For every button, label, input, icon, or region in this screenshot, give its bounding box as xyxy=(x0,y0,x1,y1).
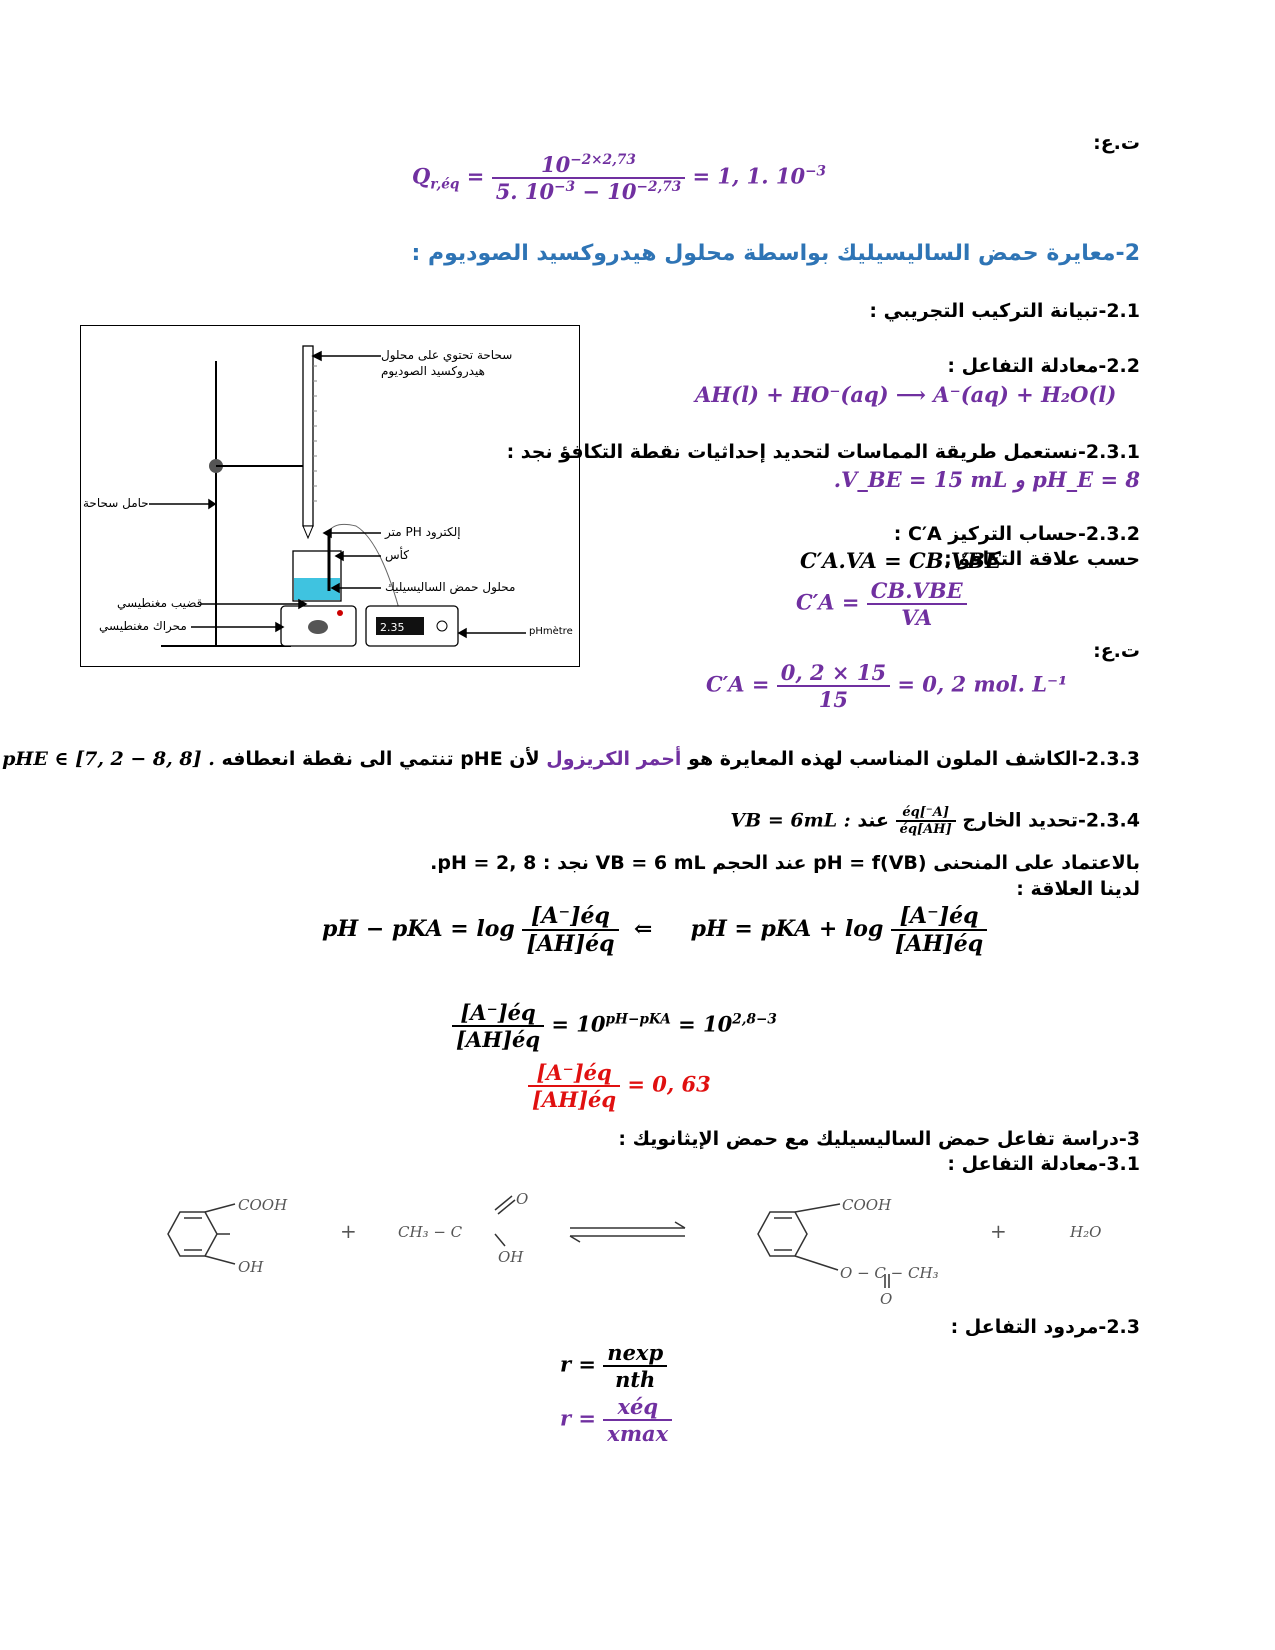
titration-figure xyxy=(80,325,580,667)
concentration-calc: C′A = $\frac{0, 2 \times 15}{15}$ = 0, 2 mol. L⁻¹ xyxy=(706,660,1068,712)
esterification-reaction xyxy=(150,1192,1130,1312)
stirrer-label: محراك مغنطيسي xyxy=(99,619,187,633)
yield-formula-2: r = $\frac{\text{xéq}}{xmax}$ xyxy=(560,1394,672,1446)
section-2-2: 2.2-معادلة التفاعل : xyxy=(947,355,1140,377)
section-2-title: 2-معايرة حمض الساليسيليك بواسطة محلول هيدروكسيد الصوديوم : xyxy=(411,241,1140,266)
te-label-2: ت.ع: xyxy=(1093,640,1140,662)
section-2-3-1: 2.3.1-نستعمل طريقة المماسات لتحديد إحداثيات نقطة التكافؤ نجد : xyxy=(506,441,1140,463)
equivalence-result: .V_BE = 15 mL و pH_E = 8 xyxy=(833,467,1140,492)
section-2-3-3: 2.3.3-الكاشف الملون المناسب لهذه المعايرة هو أحمر الكريزول لأن pHE تنتمي الى نقطة انعطافه . pHE ∈ [7, 2 − 8, 8] xyxy=(2,748,1140,770)
titration-setup-diagram xyxy=(81,326,579,666)
section-yield: 2.3-مردود التفاعل : xyxy=(950,1316,1140,1338)
beaker-label: كأس xyxy=(385,548,410,562)
magnetic-bar-label: قضيب مغنطيسي xyxy=(117,596,203,610)
reaction-scheme xyxy=(150,1192,1130,1312)
equivalence-relation: C′A.VA = CB.VBE xyxy=(800,548,1001,573)
ratio-result: $\frac{[A^-]éq}{[AH]éq}$ = 0, 63 xyxy=(528,1060,711,1112)
electrode-label: إلكترود PH متر xyxy=(385,525,461,539)
water-label: H₂O xyxy=(1070,1223,1102,1241)
burette-label-2: هيدروكسيد الصوديوم xyxy=(381,364,485,378)
concentration-formula: C′A = $\frac{\text{CB.VBE}}{VA}$ xyxy=(796,578,967,630)
section-2-3-4-line-3: لدينا العلاقة : xyxy=(1016,878,1140,900)
cooh-label-2: COOH xyxy=(842,1196,892,1214)
section-2-3-2: 2.3.2-حساب التركيز C′A : xyxy=(893,523,1140,545)
section-2-3-4: 2.3.4-تحديد الخارج $\frac{[A^-]éq}{[AH]éq}$ عند : VB = 6mL xyxy=(730,805,1140,837)
plus-sign-1: + xyxy=(340,1219,357,1243)
q-req-formula: $Q_{r,éq}$ = $\frac{10^{-2\times 2,73}}{5. 10^{-3} - 10^{-2,73}}$ = 1, 1. $10^{-3}$ xyxy=(412,152,827,204)
stand-label: حامل سحاحة xyxy=(83,496,149,510)
section-3-title: 3-دراسة تفاعل حمض الساليسيليك مع حمض الإيثانويك : xyxy=(618,1128,1140,1150)
equivalence-relation-label: حسب علاقة التكافؤ : xyxy=(944,548,1140,570)
phmetre-label: pHmètre xyxy=(529,626,573,637)
yield-formula-1: r = $\frac{nexp}{\text{nth}}$ xyxy=(560,1340,667,1392)
oxygen-label-top: O xyxy=(516,1192,529,1208)
oh-label-1: OH xyxy=(238,1258,264,1276)
reaction-equation: AH(l) + HO⁻(aq) ⟶ A⁻(aq) + H₂O(l) xyxy=(695,382,1117,407)
section-2-3-4-line-2: بالاعتماد على المنحنى pH = f(VB) عند الحجم VB = 6 mL نجد : pH = 2, 8. xyxy=(430,852,1140,874)
ratio-power-equation: $\frac{[A^-]éq}{[AH]éq}$ = $10^{pH-pKA} = 10^{2,8-3}$ xyxy=(452,1000,777,1052)
acetic-acid-label: CH₃ − C xyxy=(398,1223,463,1241)
ester-group-label: O − C − CH₃ xyxy=(840,1264,939,1282)
section-2-1: 2.1-تبيانة التركيب التجريبي : xyxy=(869,300,1140,322)
burette-label: سحاحة تحتوي على محلول xyxy=(381,348,513,362)
plus-sign-2: + xyxy=(990,1219,1007,1243)
section-3-1: 3.1-معادلة التفاعل : xyxy=(947,1153,1140,1175)
te-label-1: ت.ع: xyxy=(1093,132,1140,154)
cooh-label-1: COOH xyxy=(238,1196,288,1214)
oh-label-2: OH xyxy=(498,1248,524,1266)
solution-label: محلول حمض الساليسيليك xyxy=(385,580,516,594)
oxygen-label-bottom: O xyxy=(880,1290,893,1308)
henderson-equation: pH − pKA = log $\frac{[A^-]éq}{[AH]éq}$ ⇐ pH = pKA + log $\frac{[A^-]éq}{[AH]éq}$ xyxy=(322,903,987,957)
indicator-name: أحمر الكريزول xyxy=(546,748,682,770)
phmeter-display: 2.35 xyxy=(380,621,405,634)
